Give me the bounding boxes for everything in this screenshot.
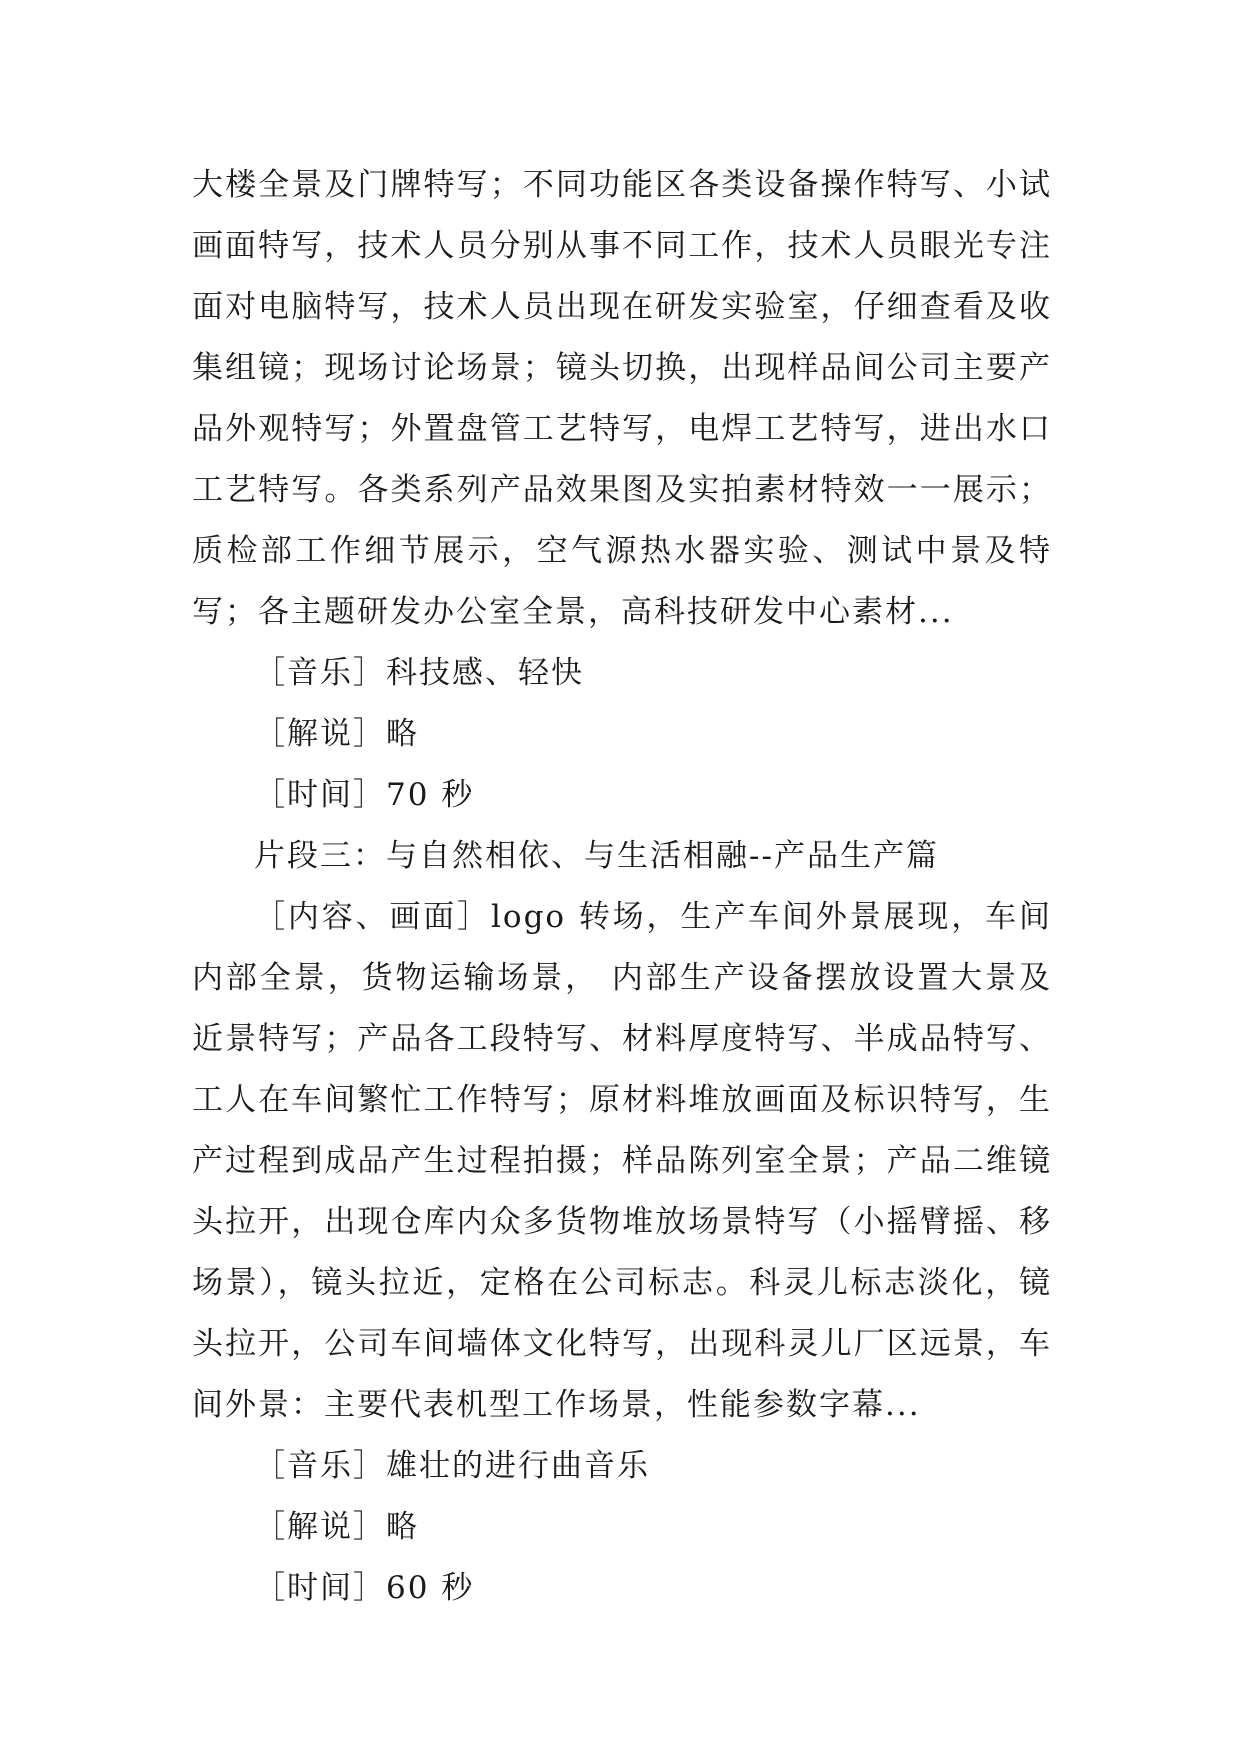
body-paragraph-production: ［内容、画面］logo 转场，生产车间外景展现，车间内部全景，货物运输场景， 内部生产设备摆放设置大景及近景特写；产品各工段特写、材料厚度特写、半成品特写、工人在车间繁忙工作特写；原材料堆放画面及标识特写，生产过程到成品产生过程拍摄；样品陈列室全景；产品二维镜头拉开，出现仓库内众多货物堆放场景特写（小摇臂摇、移场景），镜头拉近，定格在公司标志。科灵儿标志淡化，镜头拉开，公司车间墙体文化特写，出现科灵儿厂区远景，车间外景：主要代表机型工作场景，性能参数字幕... [192,899,1052,1423]
section-title: 片段三：与自然相依、与生活相融--产品生产篇 [254,838,939,874]
narration-note-1: ［解说］略 [254,716,419,752]
music-note-2: ［音乐］雄壮的进行曲音乐 [254,1448,650,1484]
music-note-1: ［音乐］科技感、轻快 [254,655,584,691]
narration-note-2: ［解说］略 [254,1509,419,1545]
time-note-1: ［时间］70 秒 [254,777,475,813]
body-paragraph-equipment: 大楼全景及门牌特写；不同功能区各类设备操作特写、小试画面特写，技术人员分别从事不同工作，技术人员眼光专注面对电脑特写，技术人员出现在研发实验室，仔细查看及收集组镜；现场讨论场景；镜头切换，出现样品间公司主要产品外观特写；外置盘管工艺特写，电焊工艺特写，进出水口工艺特写。各类系列产品效果图及实拍素材特效一一展示；质检部工作细节展示，空气源热水器实验、测试中景及特写；各主题研发办公室全景，高科技研发中心素材... [192,167,1052,630]
time-note-2: ［时间］60 秒 [254,1570,475,1606]
document-page [192,155,1052,1619]
